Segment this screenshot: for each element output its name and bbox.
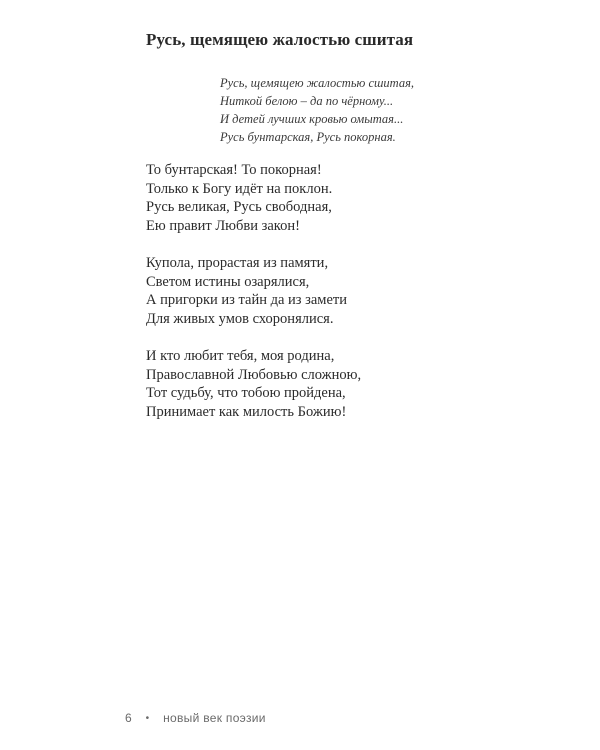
verse-line: А пригорки из тайн да из замети <box>146 292 348 309</box>
verse-line: Православной Любовью сложною, <box>146 366 362 383</box>
verse-line: Принимает как милость Божию! <box>146 403 347 420</box>
verse-line: Купола, прорастая из памяти, <box>146 254 329 271</box>
poem-body <box>146 161 361 440</box>
epigraph-line: Ниткой белою – да по чёрному... <box>220 94 394 108</box>
stanza-3 <box>146 347 361 421</box>
epigraph-line: Русь бунтарская, Русь покорная. <box>220 130 396 144</box>
verse-line: И кто любит тебя, моя родина, <box>146 347 335 364</box>
verse-line: Светом истины озарялися, <box>146 273 310 290</box>
verse-line: Русь великая, Русь свободная, <box>146 199 332 216</box>
verse-line: То бунтарская! То покорная! <box>146 162 322 178</box>
stanza-1 <box>146 161 361 235</box>
verse-line: Тот судьбу, что тобою пройдена, <box>146 385 346 402</box>
poem-title: Русь, щемящею жалостью сшитая <box>146 30 414 49</box>
verse-line: Ею правит Любви закон! <box>146 217 300 234</box>
epigraph <box>220 74 414 146</box>
epigraph-line: Русь, щемящею жалостью сшитая, <box>220 76 415 90</box>
stanza-2 <box>146 254 361 328</box>
verse-line: Только к Богу идёт на поклон. <box>146 180 333 197</box>
verse-line: Для живых умов схоронялися. <box>146 310 334 327</box>
epigraph-line: И детей лучших кровью омытая... <box>220 112 404 126</box>
book-title: новый век поэзии <box>163 711 266 725</box>
footer-separator: • <box>145 713 150 724</box>
page-footer <box>125 711 266 725</box>
page-number: 6 <box>125 711 132 725</box>
